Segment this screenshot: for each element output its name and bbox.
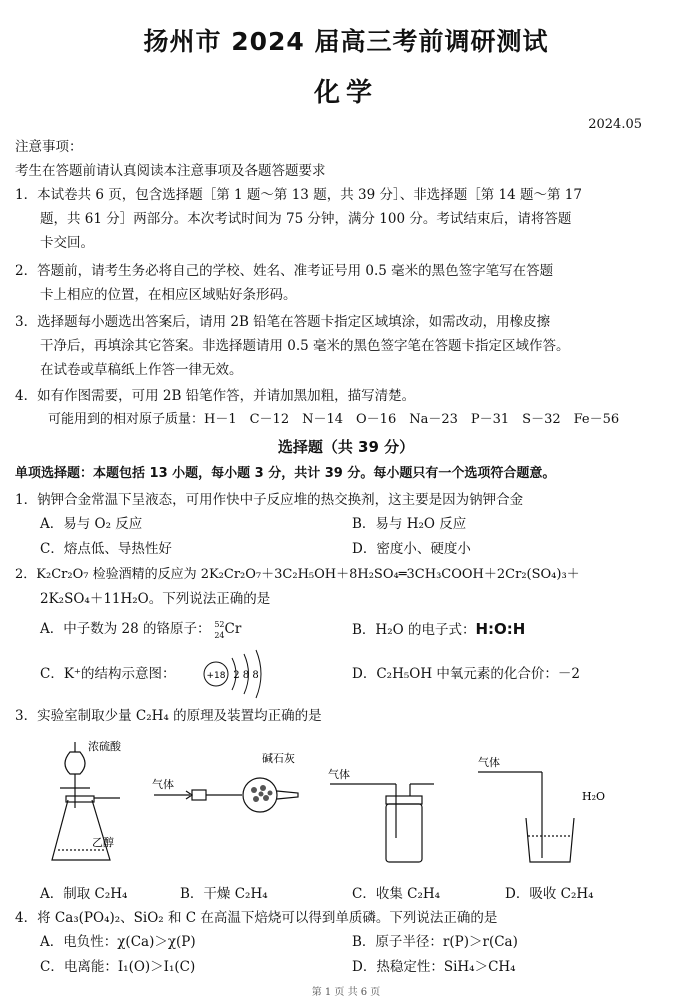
isotope-mass: 52 [214, 619, 225, 629]
q1-option-c: C．熔点低、导热性好 [40, 541, 172, 557]
q2-option-a: A．中子数为 28 的铬原子： 52 24 Cr [40, 619, 242, 640]
label-conc-sulfuric-acid: 浓硫酸 [88, 740, 121, 753]
q4-option-b: B．原子半径：r(P)＞r(Ca) [352, 934, 518, 950]
q2-stem-line-2: 2K₂SO₄＋11H₂O。下列说法正确的是 [40, 591, 271, 607]
q1-stem: 1．钠钾合金常温下呈液态，可用作快中子反应堆的热交换剂，这主要是因为钠钾合金 [15, 492, 524, 508]
electron-formula: H:O:H [475, 620, 526, 638]
q3-option-c: C．收集 C₂H₄ [352, 886, 441, 902]
apparatus-c [330, 784, 434, 862]
notice-item-1-line-3: 卡交回。 [40, 235, 94, 251]
nucleus-charge: +18 [206, 671, 226, 681]
label-soda-lime: 碱石灰 [262, 752, 295, 765]
subject-title: 化学 [313, 78, 378, 108]
q4-option-c: C．电离能：I₁(O)＞I₁(C) [40, 959, 196, 975]
label-water: H₂O [582, 790, 606, 803]
q4-stem: 4．将 Ca₃(PO₄)₂、SiO₂ 和 C 在高温下焙烧可以得到单质磷。下列说法正确的是 [15, 910, 498, 926]
notice-item-1-line-1: 1．本试卷共 6 页，包含选择题［第 1 题～第 13 题，共 39 分］、非选择题［第 14 题～第 17 [15, 187, 582, 203]
q1-option-b: B．易与 H₂O 反应 [352, 516, 467, 532]
soda-lime-granules [251, 785, 273, 802]
q3-stem: 3．实验室制取少量 C₂H₄ 的原理及装置均正确的是 [15, 708, 322, 724]
notice-item-2-line-1: 2．答题前，请考生务必将自己的学校、姓名、准考证号用 0.5 毫米的黑色签字笔写在答题 [15, 263, 554, 279]
label-gas-d: 气体 [478, 756, 500, 769]
notice-item-4: 4．如有作图需要，可用 2B 铅笔作答，并请加黑加粗，描写清楚。 [15, 388, 416, 404]
q2-option-b: B．H₂O 的电子式：H:O:H [352, 620, 526, 638]
exam-date: 2024.05 [588, 117, 642, 132]
notice-intro: 考生在答题前请认真阅读本注意事项及各题答题要求 [15, 163, 326, 179]
isotope-symbol: Cr [224, 621, 242, 637]
q3-option-b: B．干燥 C₂H₄ [180, 886, 268, 902]
q3-option-a: A．制取 C₂H₄ [40, 886, 128, 902]
q1-option-d: D．密度小、硬度小 [352, 541, 471, 557]
q1-option-a: A．易与 O₂ 反应 [40, 516, 143, 532]
section-instruction: 单项选择题：本题包括 13 小题，每小题 3 分，共计 39 分。每小题只有一个选项符合题意。 [15, 466, 556, 481]
notice-item-3-line-3: 在试卷或草稿纸上作答一律无效。 [40, 362, 243, 378]
apparatus-d [478, 772, 574, 862]
q4-option-d: D．热稳定性：SiH₄＞CH₄ [352, 959, 516, 975]
atomic-masses: 可能用到的相对原子质量：H－1 C－12 N－14 O－16 Na－23 P－31 S－32 Fe－56 [48, 412, 620, 427]
apparatus-b [154, 778, 298, 812]
notice-heading: 注意事项： [15, 139, 83, 155]
shell-electrons: 2 8 8 [233, 670, 259, 681]
q4-option-a: A．电负性：χ(Ca)＞χ(P) [40, 934, 196, 950]
q3-option-d: D．吸收 C₂H₄ [505, 886, 594, 902]
label-gas-c: 气体 [328, 768, 350, 781]
exam-title: 扬州市 2024 届高三考前调研测试 [143, 27, 549, 56]
q2-option-d: D．C₂H₅OH 中氧元素的化合价：－2 [352, 666, 580, 682]
notice-item-1-line-2: 题，共 61 分］两部分。本次考试时间为 75 分钟，满分 100 分。考试结束后，请将答题 [40, 211, 572, 227]
k-ion-structure-diagram [198, 648, 270, 700]
q3-apparatus-figure [30, 738, 660, 878]
q2-option-c: C．K⁺的结构示意图： [40, 666, 176, 682]
notice-item-3-line-2: 干净后，再填涂其它答案。非选择题请用 0.5 毫米的黑色签字笔在答题卡指定区域作答。 [40, 338, 570, 354]
notice-item-2-line-2: 卡上相应的位置，在相应区域贴好条形码。 [40, 287, 297, 303]
notice-item-3-line-1: 3．选择题每小题选出答案后，请用 2B 铅笔在答题卡指定区域填涂，如需改动，用橡皮擦 [15, 314, 551, 330]
page-footer: 第 1 页 共 6 页 [311, 987, 381, 998]
section-title: 选择题（共 39 分） [277, 438, 415, 456]
q2-stem-line-1: 2．K₂Cr₂O₇ 检验酒精的反应为 2K₂Cr₂O₇＋3C₂H₅OH＋8H₂SO₄═3CH₃COOH＋2Cr₂(SO₄)₃＋ [15, 567, 580, 582]
label-ethanol: 乙醇 [92, 836, 114, 849]
label-gas-b: 气体 [152, 778, 174, 791]
isotope-number: 24 [214, 630, 225, 640]
